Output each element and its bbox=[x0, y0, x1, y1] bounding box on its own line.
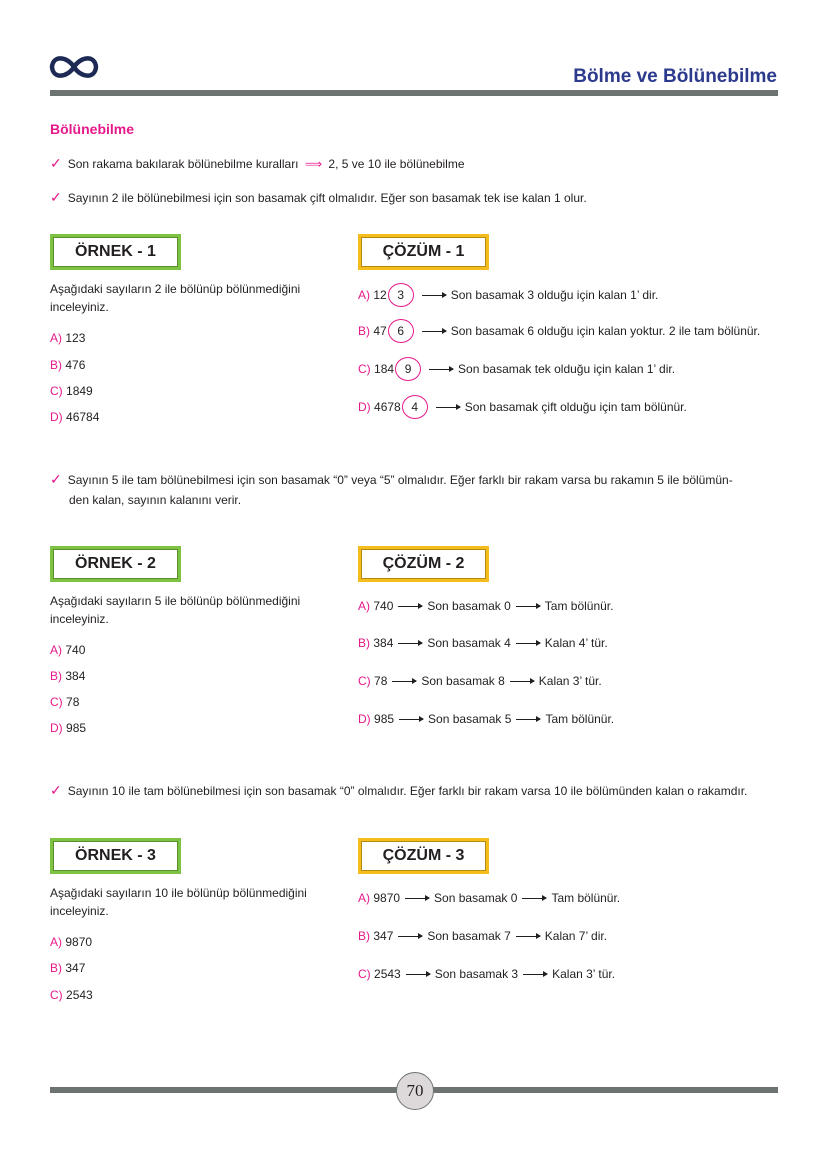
solution-result: Kalan 3’ tür. bbox=[552, 967, 616, 981]
solution-number: 384 bbox=[373, 636, 394, 650]
option-label: C) bbox=[50, 695, 63, 709]
solution-line bbox=[358, 924, 607, 948]
solution-line bbox=[358, 962, 615, 986]
arrow-icon bbox=[516, 936, 540, 937]
rule-bullet bbox=[50, 469, 780, 510]
solution-step: Son basamak 5 bbox=[428, 712, 512, 726]
last-digit-circle: 4 bbox=[402, 395, 428, 419]
solution-label: D) bbox=[358, 400, 371, 414]
option-value: 384 bbox=[65, 669, 86, 683]
option-label: A) bbox=[50, 935, 62, 949]
option-value: 1849 bbox=[66, 384, 93, 398]
solution-number: 985 bbox=[374, 712, 395, 726]
solution-line bbox=[358, 594, 613, 618]
solution-number: 12 bbox=[373, 288, 387, 302]
option-label: A) bbox=[50, 331, 62, 345]
solution-result: Tam bölünür. bbox=[551, 891, 621, 905]
option-value: 740 bbox=[65, 643, 86, 657]
solution-label: C) bbox=[358, 674, 371, 688]
implies-arrow-icon: ⟹ bbox=[304, 157, 323, 171]
last-digit-circle: 3 bbox=[388, 283, 414, 307]
solution-step: Son basamak 7 bbox=[427, 929, 511, 943]
arrow-icon bbox=[392, 681, 416, 682]
option-value: 2543 bbox=[66, 988, 93, 1002]
solution-number: 47 bbox=[373, 324, 387, 338]
option-value: 985 bbox=[66, 721, 87, 735]
option-value: 9870 bbox=[65, 935, 93, 949]
solution-label: D) bbox=[358, 712, 371, 726]
page-number: 70 bbox=[396, 1072, 434, 1110]
solution-line bbox=[358, 357, 675, 381]
example-option bbox=[50, 695, 79, 709]
solution-text: Son basamak 6 olduğu için kalan yoktur. 2 ile tam bölünür. bbox=[450, 324, 761, 338]
check-icon: ✓ bbox=[50, 471, 62, 487]
example-option bbox=[50, 358, 85, 372]
solution-number: 9870 bbox=[373, 891, 401, 905]
solution-text: Son basamak tek olduğu için kalan 1’ dir. bbox=[458, 362, 676, 376]
rule-text: Sayının 2 ile bölünebilmesi için son basamak çift olmalıdır. Eğer son basamak tek ise kalan 1 olur. bbox=[67, 191, 587, 205]
rule-text: 2, 5 ve 10 ile bölünebilme bbox=[328, 157, 465, 171]
arrow-icon bbox=[398, 936, 422, 937]
solution-result: Kalan 4’ tür. bbox=[544, 636, 608, 650]
example-title-box: ÖRNEK - 2 bbox=[50, 546, 181, 582]
solution-title-box: ÇÖZÜM - 2 bbox=[358, 546, 489, 582]
last-digit-circle: 9 bbox=[395, 357, 421, 381]
example-option bbox=[50, 961, 85, 975]
solution-line bbox=[358, 631, 608, 655]
option-value: 46784 bbox=[66, 410, 100, 424]
solution-number: 4678 bbox=[374, 400, 401, 414]
rule-bullet bbox=[50, 780, 780, 801]
example-option bbox=[50, 643, 85, 657]
option-label: A) bbox=[50, 643, 62, 657]
arrow-icon bbox=[523, 974, 547, 975]
example-question: Aşağıdaki sayıların 2 ile bölünüp bölünmediğini inceleyiniz. bbox=[50, 282, 301, 314]
arrow-icon bbox=[522, 898, 546, 899]
example-option bbox=[50, 669, 85, 683]
example-question: Aşağıdaki sayıların 10 ile bölünüp bölünmediğini inceleyiniz. bbox=[50, 886, 307, 918]
example-title-box: ÖRNEK - 3 bbox=[50, 838, 181, 874]
rule-text: Sayının 5 ile tam bölünebilmesi için son basamak “0” veya “5” olmalıdır. Eğer farklı bir rakam varsa bu rakamın 5 ile bölümün- bbox=[67, 473, 733, 487]
solution-number: 78 bbox=[374, 674, 388, 688]
option-label: D) bbox=[50, 721, 63, 735]
solution-line bbox=[358, 283, 658, 307]
solution-result: Kalan 7’ dir. bbox=[544, 929, 608, 943]
rule-bullet bbox=[50, 187, 780, 208]
arrow-icon bbox=[398, 606, 422, 607]
solution-label: A) bbox=[358, 599, 370, 613]
solution-label: B) bbox=[358, 929, 370, 943]
solution-line bbox=[358, 319, 760, 343]
solution-step: Son basamak 8 bbox=[421, 674, 505, 688]
solution-label: A) bbox=[358, 891, 370, 905]
solution-line bbox=[358, 669, 602, 693]
arrow-icon bbox=[422, 295, 446, 296]
solution-step: Son basamak 3 bbox=[434, 967, 519, 981]
solution-title-box: ÇÖZÜM - 1 bbox=[358, 234, 489, 270]
solution-label: C) bbox=[358, 967, 371, 981]
option-label: B) bbox=[50, 669, 62, 683]
solution-label: A) bbox=[358, 288, 370, 302]
option-label: C) bbox=[50, 988, 63, 1002]
rule-bullet bbox=[50, 153, 780, 174]
solution-label: C) bbox=[358, 362, 371, 376]
arrow-icon bbox=[516, 719, 540, 720]
section-title: Bölünebilme bbox=[50, 121, 135, 137]
example-option bbox=[50, 935, 92, 949]
solution-text: Son basamak çift olduğu için tam bölünür. bbox=[464, 400, 687, 414]
arrow-icon bbox=[510, 681, 534, 682]
option-label: D) bbox=[50, 410, 63, 424]
check-icon: ✓ bbox=[50, 782, 62, 798]
solution-label: B) bbox=[358, 324, 370, 338]
solution-number: 184 bbox=[374, 362, 395, 376]
option-value: 78 bbox=[66, 695, 80, 709]
arrow-icon bbox=[405, 898, 429, 899]
solution-result: Kalan 3’ tür. bbox=[538, 674, 602, 688]
arrow-icon bbox=[398, 643, 422, 644]
arrow-icon bbox=[516, 606, 540, 607]
arrow-icon bbox=[406, 974, 430, 975]
rule-text: Sayının 10 ile tam bölünebilmesi için son basamak “0” olmalıdır. Eğer farklı bir rakam varsa 10 ile bölümünden kalan o rakamdır. bbox=[67, 784, 748, 798]
solution-result: Tam bölünür. bbox=[545, 712, 615, 726]
solution-line bbox=[358, 707, 614, 731]
arrow-icon bbox=[429, 369, 453, 370]
option-value: 476 bbox=[65, 358, 86, 372]
page-title: Bölme ve Bölünebilme bbox=[573, 66, 777, 87]
solution-step: Son basamak 0 bbox=[434, 891, 518, 905]
arrow-icon bbox=[516, 643, 540, 644]
solution-title-box: ÇÖZÜM - 3 bbox=[358, 838, 489, 874]
solution-number: 740 bbox=[373, 599, 394, 613]
option-label: B) bbox=[50, 961, 62, 975]
arrow-icon bbox=[399, 719, 423, 720]
check-icon: ✓ bbox=[50, 189, 62, 205]
example-option bbox=[50, 384, 93, 398]
rule-text: Son rakama bakılarak bölünebilme kuralları bbox=[67, 157, 299, 171]
solution-number: 347 bbox=[373, 929, 394, 943]
example-option bbox=[50, 988, 93, 1002]
example-option bbox=[50, 331, 85, 345]
last-digit-circle: 6 bbox=[388, 319, 414, 343]
infinity-logo-icon bbox=[47, 52, 101, 82]
solution-line bbox=[358, 886, 620, 910]
check-icon: ✓ bbox=[50, 155, 62, 171]
rule-text: den kalan, sayının kalanını verir. bbox=[69, 493, 242, 507]
option-label: C) bbox=[50, 384, 63, 398]
arrow-icon bbox=[436, 407, 460, 408]
solution-line bbox=[358, 395, 687, 419]
option-label: B) bbox=[50, 358, 62, 372]
solution-text: Son basamak 3 olduğu için kalan 1’ dir. bbox=[450, 288, 659, 302]
example-option bbox=[50, 721, 86, 735]
solution-result: Tam bölünür. bbox=[544, 599, 614, 613]
example-option bbox=[50, 410, 99, 424]
header-divider bbox=[50, 90, 778, 96]
example-title-box: ÖRNEK - 1 bbox=[50, 234, 181, 270]
arrow-icon bbox=[422, 331, 446, 332]
option-value: 347 bbox=[65, 961, 86, 975]
solution-number: 2543 bbox=[374, 967, 401, 981]
solution-step: Son basamak 4 bbox=[427, 636, 511, 650]
solution-label: B) bbox=[358, 636, 370, 650]
example-question: Aşağıdaki sayıların 5 ile bölünüp bölünmediğini inceleyiniz. bbox=[50, 594, 301, 626]
option-value: 123 bbox=[65, 331, 86, 345]
solution-step: Son basamak 0 bbox=[427, 599, 511, 613]
